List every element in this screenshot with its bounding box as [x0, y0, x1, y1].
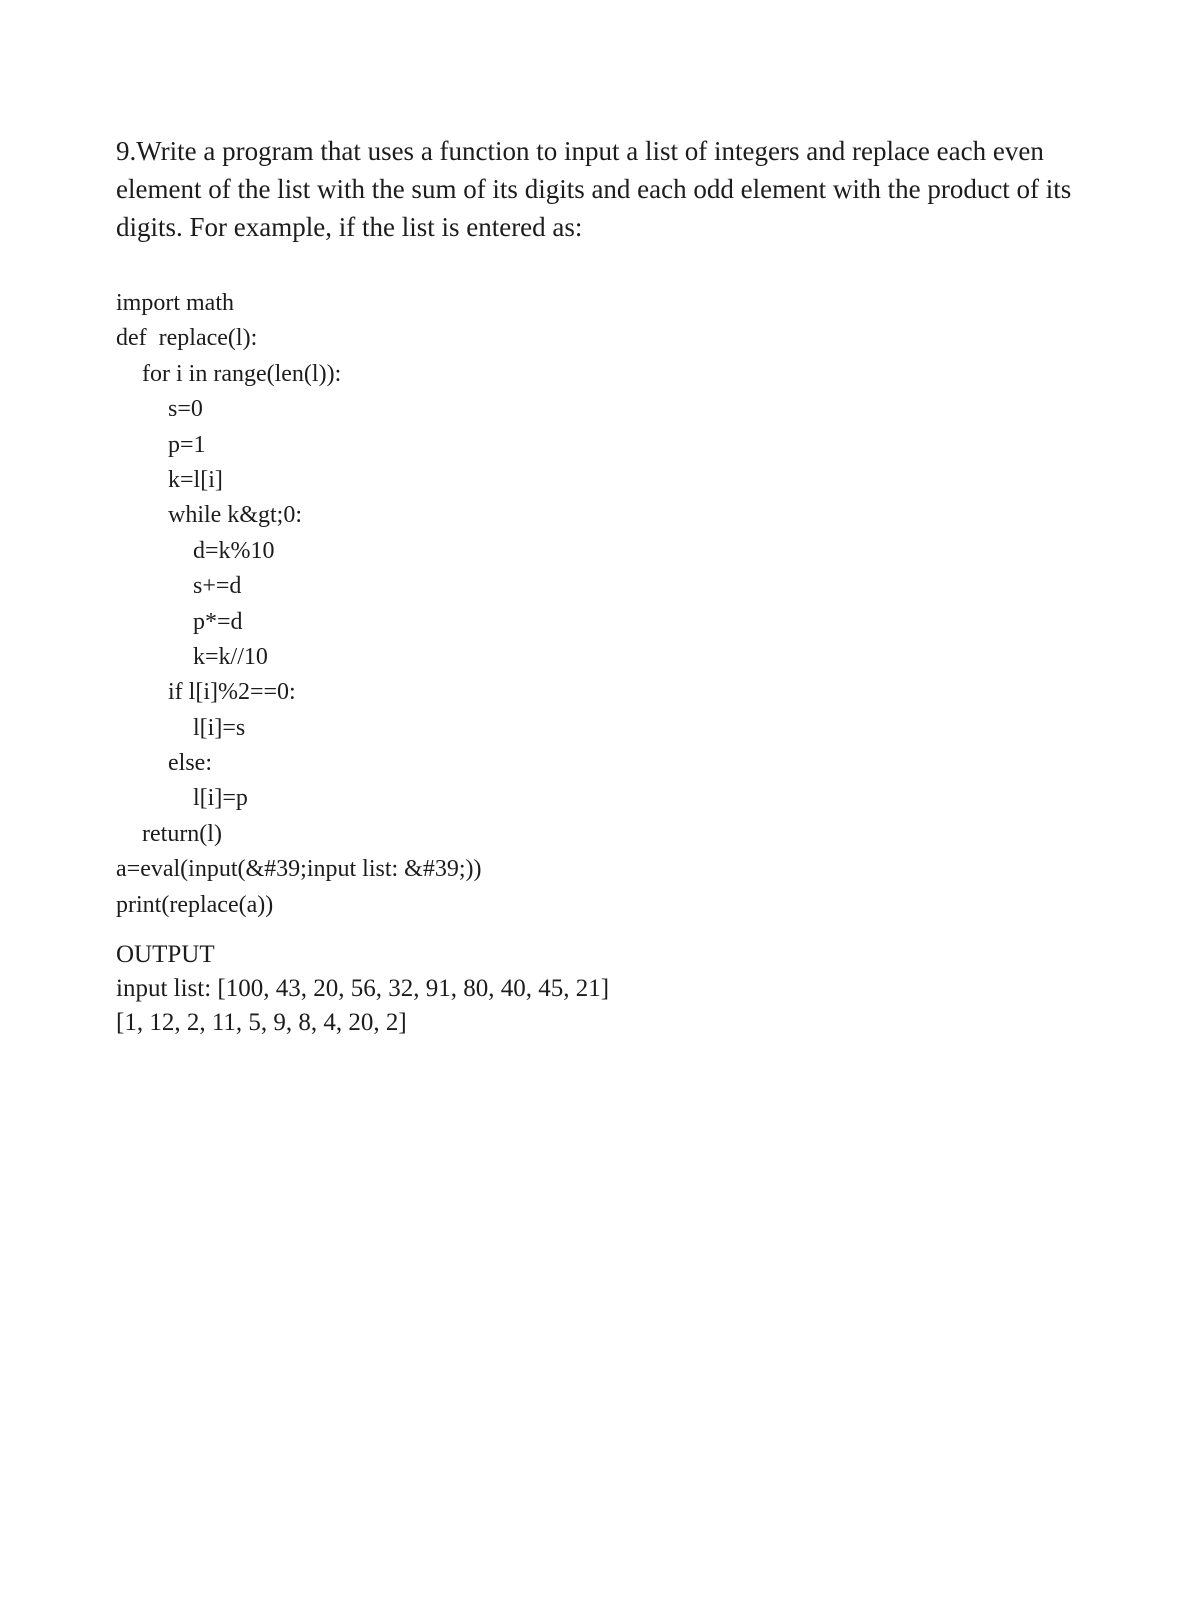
- code-line: else:: [168, 750, 212, 777]
- code-line: while k&gt;0:: [168, 502, 302, 529]
- code-line: for i in range(len(l)):: [142, 360, 342, 387]
- question-text: 9.Write a program that uses a function to input a list of integers and replace each even element of the list with the sum of its digits and each odd element with the product of its digits. For example, if the list is entered as:: [116, 136, 1072, 242]
- code-line: k=l[i]: [168, 466, 223, 493]
- code-line: a=eval(input(&#39;input list: &#39;)): [116, 856, 482, 883]
- code-line: p*=d: [193, 608, 243, 635]
- code-line: return(l): [142, 820, 222, 847]
- code-line: import math: [116, 290, 234, 316]
- code-line: print(replace(a)): [116, 891, 274, 918]
- code-block: [116, 286, 1016, 923]
- output-block: [116, 938, 1016, 1040]
- code-line: def replace(l):: [116, 325, 258, 352]
- code-line: p=1: [168, 431, 206, 458]
- code-line: s=0: [168, 396, 203, 423]
- code-line: d=k%10: [193, 537, 275, 564]
- code-line: l[i]=p: [193, 785, 248, 812]
- code-line: l[i]=s: [193, 714, 246, 741]
- output-heading: OUTPUT: [116, 941, 215, 968]
- code-line: s+=d: [193, 573, 242, 600]
- code-line: k=k//10: [193, 643, 268, 670]
- output-input-line: input list: [100, 43, 20, 56, 32, 91, 80, 40, 45, 21]: [116, 975, 610, 1002]
- code-line: if l[i]%2==0:: [168, 679, 296, 706]
- output-result-line: [1, 12, 2, 11, 5, 9, 8, 4, 20, 2]: [116, 1009, 407, 1036]
